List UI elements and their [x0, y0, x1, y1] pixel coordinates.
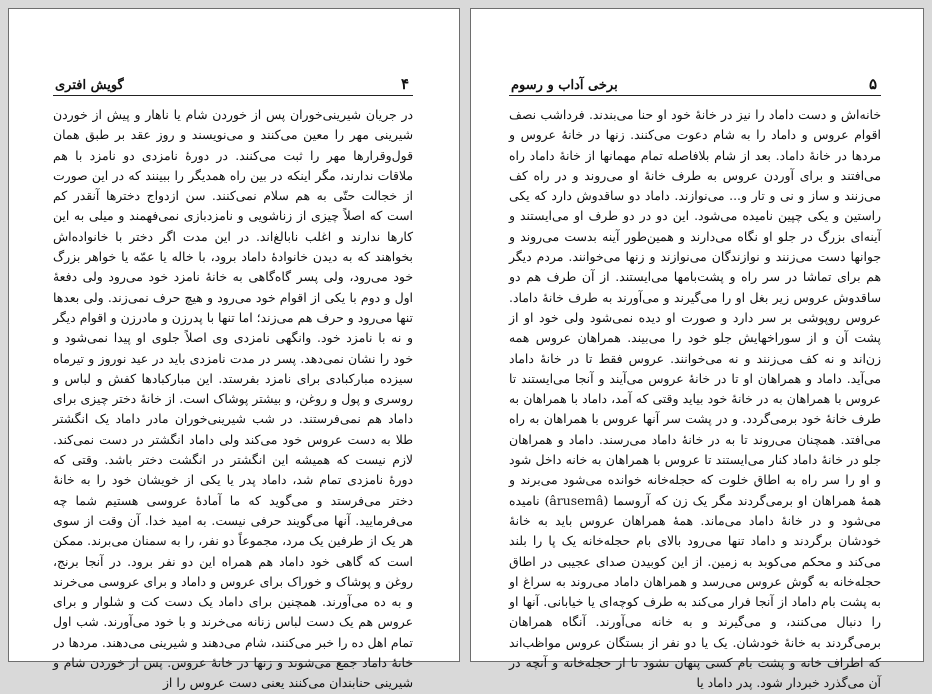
running-title: برخی آداب و رسوم: [511, 78, 618, 93]
body-text: [509, 105, 881, 691]
paragraph: خانه‌اش و دست داماد را نیز در خانهٔ خود او حنا می‌بندند. فرداشب نصف اقوام عروس و داماد را به شام دعوت می‌کنند. زنها در خانهٔ عروس و مردها در خانهٔ داماد. بعد از شام بلافاصله تمام مهمانها از خانهٔ داماد راه می‌افتند و برای آوردن عروس به طرف خانهٔ او می‌روند و در راه کف می‌زنند و ساز و نی و تار و... می‌نوازند. داماد دو ساقدوش دارد که یکی راستین و یکی چپین نامیده می‌شود. این دو در دو طرف او می‌ایستند و آینه‌ای بزرگ در جلو او نگاه می‌دارند و همین‌طور آینه بدست می‌روند و جوانها دست می‌زنند و نوازندگان می‌نوازند و زنها می‌خوانند. مردم دیگر هم برای تماشا در سر راه و پشت‌بامها می‌ایستند. از آن طرف هم دو ساقدوش عروس زیر بغل او را می‌گیرند و می‌آورند به طرف خانهٔ داماد. عروس روپوشی بر سر دارد و صورت او دیده نمی‌شود ولی خود او از پشت آن و از سوراخهایش جلو خود را می‌بیند. همراهان عروس همه زن‌اند و نه کف می‌زنند و نه می‌خوانند. عروس فقط تا در خانهٔ داماد می‌آید. داماد و همراهان او تا در خانهٔ عروس می‌آیند و آنجا می‌ایستند تا عروس با همراهان به در خانهٔ خود بیاید وقتی که آمد، داماد با همراهان به طرف خانهٔ خود برمی‌گردد. و در پشت سر آنها عروس با همراهان به راه می‌افتد. همچنان می‌روند تا به در خانهٔ داماد می‌رسند. داماد و همراهان جلو در خانهٔ داماد کنار می‌ایستند تا عروس با همراهان به خانه داخل شود و او را سر راه به اطاق خلوت که حجله‌خانه خوانده می‌شود می‌برند و همهٔ همراهان او برمی‌گردند مگر یک زن که آروسما (ârusemâ) نامیده می‌شود و در خانهٔ داماد می‌ماند. همهٔ همراهان عروس باید به خانهٔ خودشان برگردند و داماد تنها می‌رود بالای بام حجله‌خانه یک پا را بلند می‌کند و محکم می‌کوبد به زمین. از این کوبیدن صدای عجیبی در اطاق حجله‌خانه به گوش عروس می‌رسد و همراهان داماد می‌روند به سراغ او به پشت بام داماد از آنجا فرار می‌کند به طرف کوچه‌ای یا خیابانی. آنها او را دنبال می‌کنند، و می‌گیرند و به خانه می‌آورند. آنگاه همراهان برمی‌گردند به خانهٔ خودشان. یک یا دو نفر از بستگان عروس مواظب‌اند که اطراف خانه و پشت بام کسی پنهان نشود تا از حجله‌خانه و آنچه در آن می‌گذرد خبردار شود. پدر داماد یا: [509, 107, 881, 691]
page-number: ۵: [868, 75, 877, 93]
page-number: ۴: [400, 75, 409, 93]
body-text: [53, 105, 413, 691]
left-page: [8, 8, 460, 691]
right-page: [470, 8, 924, 691]
paragraph: در جریان شیرینی‌خوران پس از خوردن شام یا ناهار و پیش از خوردن شیرینی مهر را معین می‌کنند و می‌نویسند و روز عقد بر طبق همان قول‌وقرارها مهر را ثبت می‌کنند. در دورهٔ نامزدی دو نامزد با هم ملاقات ندارند، مگر اینکه در بین راه همدیگر را ببینند که در این صورت از خجالت حتّی به هم سلام نمی‌کنند. سن ازدواج دخترها آنقدر کم است که اصلاً چیزی از زناشویی و نامزدبازی نمی‌فهمند و میلی به این کارها ندارند و اغلب نابالغ‌اند. در این مدت اگر دختر با خانواده‌اش بخواهند که به دیدن خانوادهٔ داماد برود، با خاله یا عمّه یا خواهر بزرگ خود می‌رود، ولی پسر گاه‌گاهی به خانهٔ نامزد خود می‌رود ولی دفعهٔ اول و دوم با یکی از اقوام خود می‌رود و هیچ حرف نمی‌زند. ولی بعدها تنها می‌رود و حرف هم می‌زند؛ اما تنها با پدرزن و مادرزن و اقوام دیگر و نه با نامزد خود. وانگهی نامزدی وی اصلاً جلوی او پیدا نمی‌شود و خود را نشان نمی‌دهد. پسر در مدت نامزدی باید در عید نوروز و تیرماه سیزده مبارکبادی برای نامزد بفرستد. این مبارکبادها کفش و لباس و روسری و پول و روغن، و بیشتر پوشاک است. از خانهٔ دختر چیزی برای داماد هم نمی‌فرستند. در شب شیرینی‌خوران مادر داماد یک انگشتر طلا به دست عروس خود می‌کند ولی داماد انگشتر در دست نمی‌کند. لازم نیست که همیشه این انگشتر در انگشت دختر باشد. وقتی که دورهٔ نامزدی تمام شد، داماد پدر یا یکی از خویشان خود را به خانهٔ دختر می‌فرستد و می‌گوید که ما آمادهٔ عروسی هستیم شما چه می‌فرمایید. آنها می‌گویند حرفی نیست. به امید خدا. آن وقت از سوی هر یک از طرفین یک مرد، مجموعاً دو نفر، را به سمنان می‌برند. ممکن است که گاهی خود داماد هم همراه این دو نفر برود. در آنجا برنج، روغن و پوشاک و خوراک برای عروس و داماد و برای عروسی می‌خرند و به ده می‌آورند. همچنین برای داماد یک دست کت و شلوار و برای عروس هم یک دست لباس زنانه می‌خرند و با خود می‌آورند. شب اول تمام اهل ده را خبر می‌کنند، شام می‌دهند و شیرینی می‌دهند. مردها در خانهٔ داماد جمع می‌شوند و زنها در خانهٔ عروس. پس از خوردن شام و شیرینی حنابندان می‌کنند یعنی دست عروس را از: [53, 107, 413, 691]
running-head: [53, 75, 413, 96]
running-title: گویش افتری: [55, 78, 124, 93]
running-head: [509, 75, 881, 96]
